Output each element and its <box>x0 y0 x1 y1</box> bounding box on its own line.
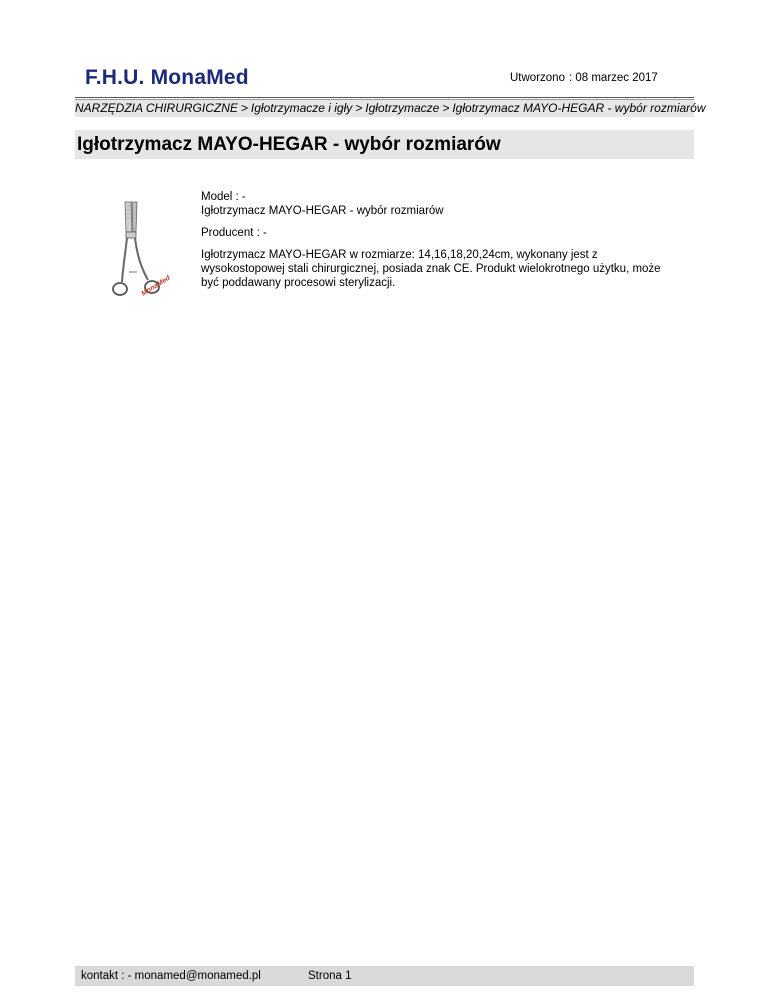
created-date <box>510 72 658 84</box>
footer-contact: kontakt : - monamed@monamed.pl <box>81 970 261 982</box>
created-value: : 08 marzec 2017 <box>568 72 658 84</box>
breadcrumb-separator: > <box>355 101 363 115</box>
model-name: Igłotrzymacz MAYO-HEGAR - wybór rozmiarów <box>201 205 444 217</box>
needle-holder-icon <box>103 190 183 310</box>
breadcrumb-separator: > <box>442 101 450 115</box>
product-title-bar <box>75 130 694 159</box>
created-label: Utworzono <box>510 72 565 84</box>
product-title: Igłotrzymacz MAYO-HEGAR - wybór rozmiarów <box>77 134 501 155</box>
company-name: F.H.U. MonaMed <box>85 66 249 89</box>
model-line: Model : - <box>201 191 246 203</box>
breadcrumb-item-category[interactable]: NARZĘDZIA CHIRURGICZNE <box>75 101 238 115</box>
product-description: Igłotrzymacz MAYO-HEGAR w rozmiarze: 14,16,18,20,24cm, wykonany jest z wysokostopowej stali chirurgicznej, posiada znak CE. Produkt wielokrotnego użytku, może być poddawany procesowi sterylizacji. <box>201 249 661 289</box>
breadcrumb-item-group[interactable]: Igłotrzymacze <box>365 101 440 115</box>
breadcrumb-item-product[interactable]: Igłotrzymacz MAYO-HEGAR - wybór rozmiarów <box>452 101 706 115</box>
breadcrumb-item-subcategory[interactable]: Igłotrzymacze i igły <box>250 101 353 115</box>
breadcrumb <box>75 100 706 117</box>
footer <box>75 966 694 986</box>
breadcrumb-separator: > <box>240 101 248 115</box>
header-divider <box>75 97 694 98</box>
producer-line: Producent : - <box>201 227 267 239</box>
image-watermark: MonaMed <box>140 274 172 298</box>
page-number: Strona 1 <box>308 970 352 982</box>
product-details <box>201 190 661 290</box>
